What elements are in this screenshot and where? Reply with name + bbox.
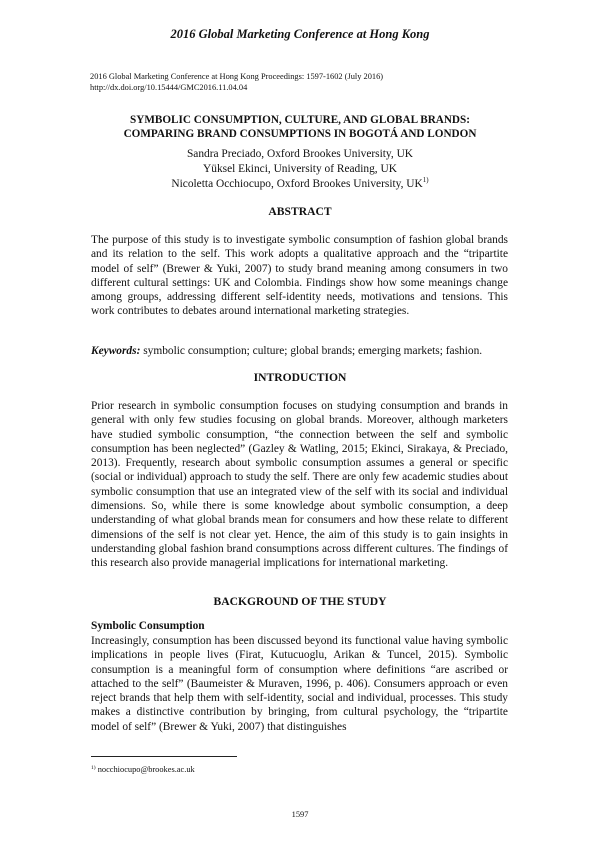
symbolic-consumption-subheading: Symbolic Consumption <box>91 620 205 632</box>
paper-title <box>0 113 600 141</box>
author-1: Sandra Preciado, Oxford Brookes University, UK <box>186 148 414 160</box>
footnote-divider <box>91 756 237 757</box>
footnote <box>91 765 195 774</box>
author-list <box>0 147 600 192</box>
author-3: Nicoletta Occhiocupo, Oxford Brookes University, UK <box>171 178 423 190</box>
footnote-email: nocchiocupo@brookes.ac.uk <box>95 765 195 774</box>
proceedings-citation: 2016 Global Marketing Conference at Hong Kong Proceedings: 1597-1602 (July 2016) <box>90 72 384 81</box>
keywords-text: symbolic consumption; culture; global brands; emerging markets; fashion. <box>140 345 483 357</box>
keywords-line <box>91 344 508 358</box>
author-footnote-mark: 1) <box>422 176 429 184</box>
background-text: Increasingly, consumption has been discussed beyond its functional value having symbolic implications in people lives (Firat, Kutucuoglu, Arikan & Tuncel, 2015). Symbolic consumption is a meaningful form of consumption where definitions “are ascribed or attached to the self” (Baumeister & Muraven, 1996, p. 406). Consumers approach or even reject brands that help them with self-identity, social and individual, processes. This study makes a distinctive contribution by bringing, from cultural psychology, the “tripartite model of self” (Brewer & Yuki, 2007) that distinguishes <box>91 635 508 733</box>
proceedings-info <box>90 71 383 93</box>
author-2: Yüksel Ekinci, University of Reading, UK <box>203 163 397 175</box>
introduction-text: Prior research in symbolic consumption focuses on studying consumption and brands in general with only few studies focusing on global brands. Moreover, although marketers have studied symbolic consumption, “the connection between the self and symbolic consumption has been neglected” (Gazley & Watling, 2015; Ekinci, Sirakaya, & Preciado, 2013). Frequently, research about symbolic consumption assumes a general or specific (social or individual) approach to study the self. There are only few academic studies about symbolic consumption that use an integrated view of the self with its social and individual dimensions. So, while there is some knowledge about symbolic consumption, a deep understanding of what global brands mean for consumers and how these relate to different dimensions of the self is not clear yet. Hence, the aim of this study is to gain insights in understanding global fashion brand consumptions across different cultures. The findings of this research also provide managerial implications for international marketing. <box>91 400 508 570</box>
abstract-text: The purpose of this study is to investigate symbolic consumption of fashion global brands and its relation to the self. This work adopts a qualitative approach and the “tripartite model of self” (Brewer & Yuki, 2007) to study brand meaning among consumers in two different cultural settings: UK and Colombia. Findings show how some meanings change among groups, addressing different self-identity needs, motivations and tensions. This work contributes to debates around international marketing strategies. <box>91 234 508 318</box>
author-3-line <box>0 177 600 192</box>
paper-title-line-1: SYMBOLIC CONSUMPTION, CULTURE, AND GLOBAL BRANDS: <box>130 114 470 126</box>
keywords-label: Keywords: <box>91 345 141 357</box>
footnote-mark: 1) <box>91 765 96 771</box>
background-heading: BACKGROUND OF THE STUDY <box>213 595 387 608</box>
doi-link[interactable]: http://dx.doi.org/10.15444/GMC2016.11.04.04 <box>90 83 248 92</box>
introduction-heading: INTRODUCTION <box>253 371 347 384</box>
running-head: 2016 Global Marketing Conference at Hong Kong <box>170 27 430 41</box>
abstract-heading: ABSTRACT <box>268 205 332 218</box>
paper-title-line-2: COMPARING BRAND CONSUMPTIONS IN BOGOTÁ AND LONDON <box>123 128 477 140</box>
page-number: 1597 <box>291 810 309 819</box>
